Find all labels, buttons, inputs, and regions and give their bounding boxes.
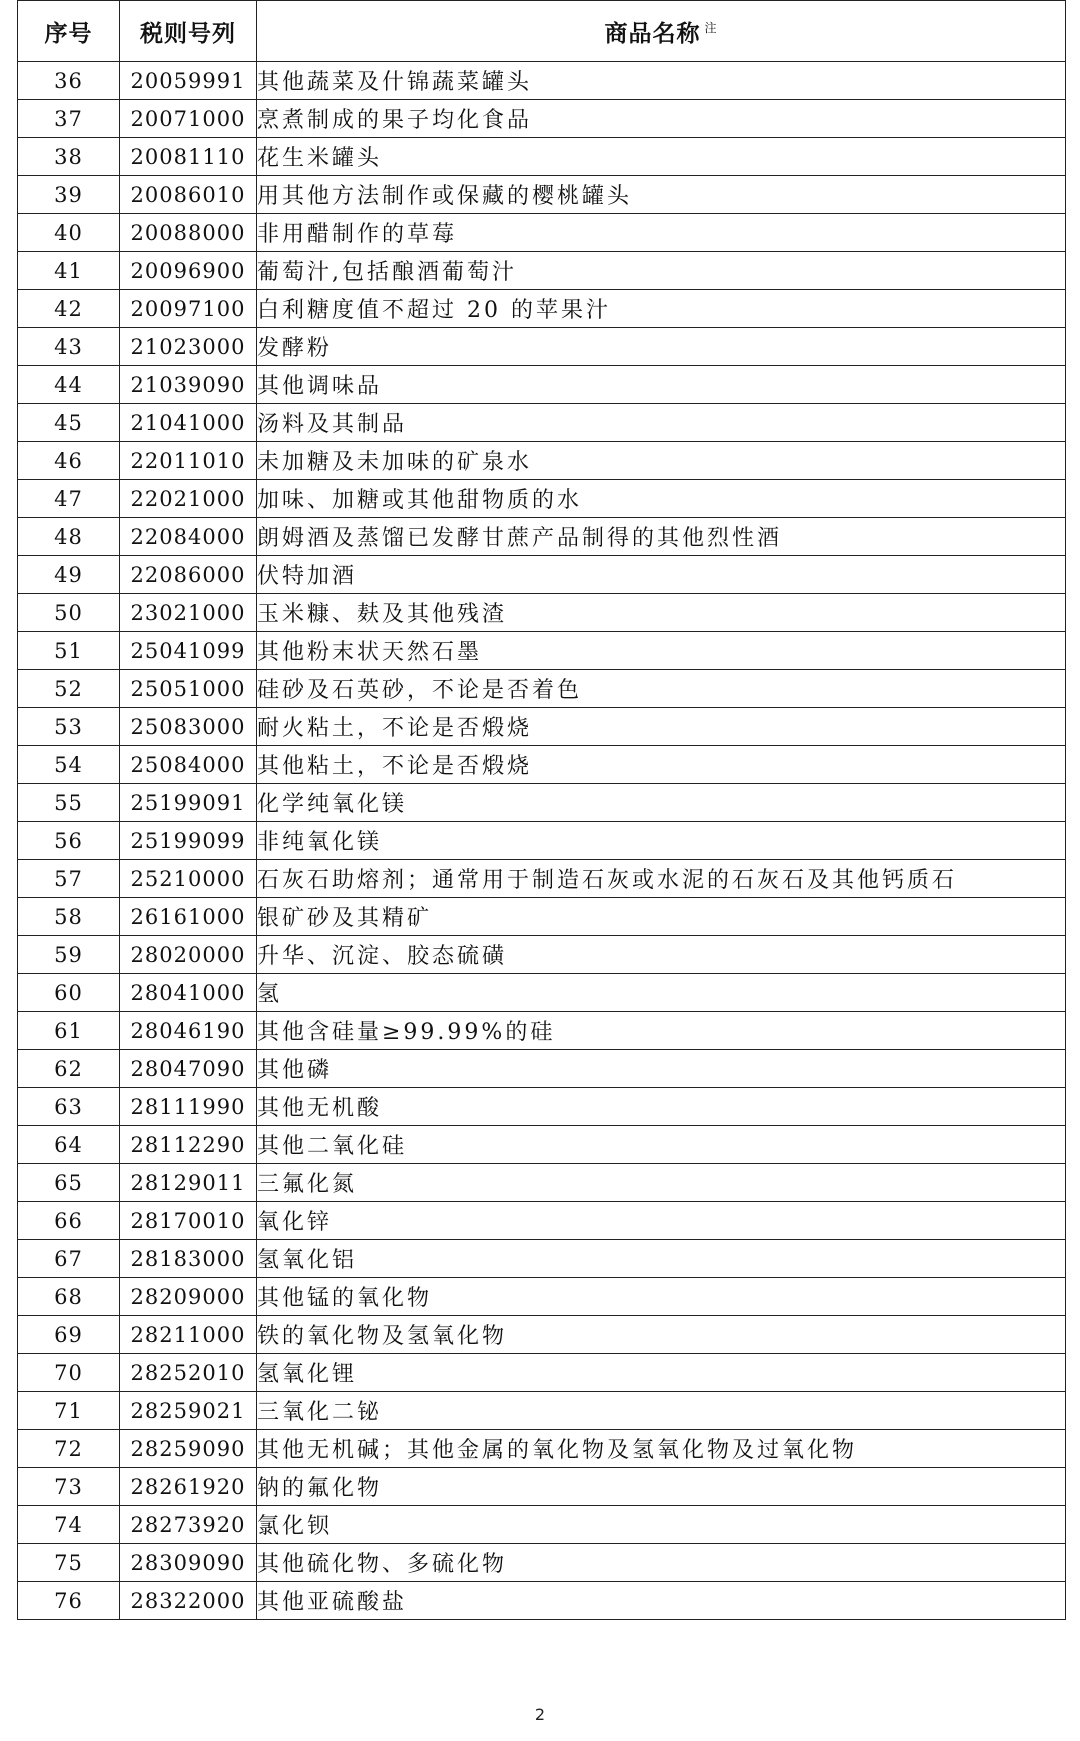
serial-number-cell: 71	[18, 1392, 120, 1430]
serial-number-cell: 48	[18, 518, 120, 556]
table-row	[18, 936, 1066, 974]
serial-number-cell: 62	[18, 1050, 120, 1088]
tariff-code-cell: 28170010	[120, 1202, 257, 1240]
product-name-cell: 发酵粉	[257, 328, 1066, 366]
product-name-cell: 其他粘土，不论是否煅烧	[257, 746, 1066, 784]
product-name-cell: 汤料及其制品	[257, 404, 1066, 442]
product-name-cell: 化学纯氧化镁	[257, 784, 1066, 822]
product-name-cell: 其他蔬菜及什锦蔬菜罐头	[257, 62, 1066, 100]
product-name-cell: 其他调味品	[257, 366, 1066, 404]
tariff-code-cell: 28041000	[120, 974, 257, 1012]
table-row	[18, 1582, 1066, 1620]
table-row	[18, 746, 1066, 784]
tariff-code-cell: 28112290	[120, 1126, 257, 1164]
table-row	[18, 1392, 1066, 1430]
table-row	[18, 1354, 1066, 1392]
table-row	[18, 62, 1066, 100]
serial-number-cell: 73	[18, 1468, 120, 1506]
tariff-code-cell: 28211000	[120, 1316, 257, 1354]
product-name-cell: 三氧化二铋	[257, 1392, 1066, 1430]
table-row	[18, 214, 1066, 252]
product-name-cell: 三氟化氮	[257, 1164, 1066, 1202]
table-row	[18, 784, 1066, 822]
product-name-cell: 葡萄汁,包括酿酒葡萄汁	[257, 252, 1066, 290]
serial-number-cell: 66	[18, 1202, 120, 1240]
product-name-cell: 玉米糠、麸及其他残渣	[257, 594, 1066, 632]
table-row	[18, 290, 1066, 328]
header-row	[18, 1, 1066, 62]
serial-number-cell: 40	[18, 214, 120, 252]
tariff-code-cell: 21023000	[120, 328, 257, 366]
tariff-code-cell: 20059991	[120, 62, 257, 100]
table-row	[18, 366, 1066, 404]
tariff-code-cell: 20081110	[120, 138, 257, 176]
serial-number-cell: 41	[18, 252, 120, 290]
tariff-code-cell: 28309090	[120, 1544, 257, 1582]
tariff-code-cell: 28046190	[120, 1012, 257, 1050]
header-note-mark: 注	[704, 20, 718, 35]
product-name-cell: 烹煮制成的果子均化食品	[257, 100, 1066, 138]
tariff-code-cell: 28111990	[120, 1088, 257, 1126]
tariff-code-cell: 26161000	[120, 898, 257, 936]
table-row	[18, 556, 1066, 594]
serial-number-cell: 58	[18, 898, 120, 936]
serial-number-cell: 36	[18, 62, 120, 100]
table-row	[18, 1164, 1066, 1202]
tariff-code-cell: 20097100	[120, 290, 257, 328]
serial-number-cell: 69	[18, 1316, 120, 1354]
serial-number-cell: 56	[18, 822, 120, 860]
serial-number-cell: 67	[18, 1240, 120, 1278]
serial-number-cell: 59	[18, 936, 120, 974]
serial-number-cell: 57	[18, 860, 120, 898]
table-row	[18, 670, 1066, 708]
serial-number-cell: 44	[18, 366, 120, 404]
table-row	[18, 594, 1066, 632]
table-row	[18, 100, 1066, 138]
product-name-cell: 非纯氧化镁	[257, 822, 1066, 860]
table-row	[18, 442, 1066, 480]
tariff-code-cell: 28183000	[120, 1240, 257, 1278]
tariff-code-cell: 22084000	[120, 518, 257, 556]
product-name-cell: 加味、加糖或其他甜物质的水	[257, 480, 1066, 518]
product-name-cell: 氧化锌	[257, 1202, 1066, 1240]
product-name-cell: 耐火粘土，不论是否煅烧	[257, 708, 1066, 746]
tariff-code-cell: 20086010	[120, 176, 257, 214]
table-header	[18, 1, 1066, 62]
tariff-code-cell: 28259021	[120, 1392, 257, 1430]
serial-number-cell: 50	[18, 594, 120, 632]
serial-number-cell: 45	[18, 404, 120, 442]
serial-number-cell: 74	[18, 1506, 120, 1544]
serial-number-cell: 64	[18, 1126, 120, 1164]
table-row	[18, 1544, 1066, 1582]
table-row	[18, 252, 1066, 290]
serial-number-cell: 42	[18, 290, 120, 328]
serial-number-cell: 63	[18, 1088, 120, 1126]
serial-number-cell: 55	[18, 784, 120, 822]
table-row	[18, 138, 1066, 176]
product-name-cell: 其他亚硫酸盐	[257, 1582, 1066, 1620]
serial-number-cell: 70	[18, 1354, 120, 1392]
serial-number-cell: 47	[18, 480, 120, 518]
product-name-cell: 石灰石助熔剂；通常用于制造石灰或水泥的石灰石及其他钙质石	[257, 860, 1066, 898]
product-name-cell: 其他无机碱；其他金属的氧化物及氢氧化物及过氧化物	[257, 1430, 1066, 1468]
product-name-cell: 用其他方法制作或保藏的樱桃罐头	[257, 176, 1066, 214]
product-name-cell: 其他粉末状天然石墨	[257, 632, 1066, 670]
serial-number-cell: 72	[18, 1430, 120, 1468]
serial-number-cell: 61	[18, 1012, 120, 1050]
table-row	[18, 974, 1066, 1012]
serial-number-cell: 37	[18, 100, 120, 138]
page-number: 2	[534, 1705, 546, 1724]
serial-number-cell: 76	[18, 1582, 120, 1620]
tariff-code-cell: 28322000	[120, 1582, 257, 1620]
table-row	[18, 632, 1066, 670]
product-name-cell: 其他硫化物、多硫化物	[257, 1544, 1066, 1582]
tariff-code-cell: 25199099	[120, 822, 257, 860]
table-row	[18, 1012, 1066, 1050]
product-name-cell: 未加糖及未加味的矿泉水	[257, 442, 1066, 480]
table-row	[18, 860, 1066, 898]
tariff-code-cell: 28252010	[120, 1354, 257, 1392]
tariff-code-cell: 21039090	[120, 366, 257, 404]
tariff-code-cell: 20071000	[120, 100, 257, 138]
serial-number-cell: 53	[18, 708, 120, 746]
tariff-code-cell: 25041099	[120, 632, 257, 670]
serial-number-cell: 68	[18, 1278, 120, 1316]
tariff-code-cell: 25051000	[120, 670, 257, 708]
product-name-cell: 氢氧化锂	[257, 1354, 1066, 1392]
product-name-cell: 硅砂及石英砂，不论是否着色	[257, 670, 1066, 708]
product-name-cell: 其他锰的氧化物	[257, 1278, 1066, 1316]
tariff-code-cell: 22086000	[120, 556, 257, 594]
product-name-cell: 其他含硅量≥99.99%的硅	[257, 1012, 1066, 1050]
serial-number-cell: 65	[18, 1164, 120, 1202]
serial-number-cell: 54	[18, 746, 120, 784]
product-name-cell: 其他二氧化硅	[257, 1126, 1066, 1164]
table-row	[18, 708, 1066, 746]
tariff-code-cell: 28273920	[120, 1506, 257, 1544]
product-name-cell: 钠的氟化物	[257, 1468, 1066, 1506]
table-body	[18, 62, 1066, 1620]
tariff-code-cell: 20088000	[120, 214, 257, 252]
table-row	[18, 1430, 1066, 1468]
header-product-name: 商品名称	[604, 20, 701, 47]
product-name-cell: 白利糖度值不超过 20 的苹果汁	[257, 290, 1066, 328]
product-name-cell: 银矿砂及其精矿	[257, 898, 1066, 936]
table-row	[18, 518, 1066, 556]
tariff-code-cell: 28047090	[120, 1050, 257, 1088]
tariff-table	[17, 0, 1066, 1620]
product-name-cell: 伏特加酒	[257, 556, 1066, 594]
tariff-code-cell: 28129011	[120, 1164, 257, 1202]
table-row	[18, 480, 1066, 518]
serial-number-cell: 49	[18, 556, 120, 594]
table-row	[18, 1278, 1066, 1316]
tariff-code-cell: 28020000	[120, 936, 257, 974]
product-name-cell: 非用醋制作的草莓	[257, 214, 1066, 252]
table-row	[18, 1126, 1066, 1164]
table-row	[18, 328, 1066, 366]
table-row	[18, 404, 1066, 442]
product-name-cell: 氢氧化铝	[257, 1240, 1066, 1278]
tariff-code-cell: 25084000	[120, 746, 257, 784]
serial-number-cell: 60	[18, 974, 120, 1012]
table-row	[18, 1240, 1066, 1278]
tariff-code-cell: 25210000	[120, 860, 257, 898]
tariff-code-cell: 23021000	[120, 594, 257, 632]
tariff-code-cell: 22021000	[120, 480, 257, 518]
table-row	[18, 1316, 1066, 1354]
product-name-cell: 氢	[257, 974, 1066, 1012]
product-name-cell: 升华、沉淀、胶态硫磺	[257, 936, 1066, 974]
tariff-code-cell: 28259090	[120, 1430, 257, 1468]
tariff-code-cell: 25083000	[120, 708, 257, 746]
product-name-cell: 花生米罐头	[257, 138, 1066, 176]
serial-number-cell: 43	[18, 328, 120, 366]
tariff-code-cell: 21041000	[120, 404, 257, 442]
table-row	[18, 1088, 1066, 1126]
tariff-code-cell: 28209000	[120, 1278, 257, 1316]
table-row	[18, 176, 1066, 214]
tariff-code-cell: 28261920	[120, 1468, 257, 1506]
header-serial-number: 序号	[18, 1, 120, 62]
tariff-code-cell: 20096900	[120, 252, 257, 290]
serial-number-cell: 51	[18, 632, 120, 670]
table-row	[18, 822, 1066, 860]
serial-number-cell: 52	[18, 670, 120, 708]
table-row	[18, 1506, 1066, 1544]
serial-number-cell: 39	[18, 176, 120, 214]
serial-number-cell: 46	[18, 442, 120, 480]
table-row	[18, 1468, 1066, 1506]
tariff-code-cell: 22011010	[120, 442, 257, 480]
table-row	[18, 1202, 1066, 1240]
product-name-cell: 朗姆酒及蒸馏已发酵甘蔗产品制得的其他烈性酒	[257, 518, 1066, 556]
serial-number-cell: 38	[18, 138, 120, 176]
header-tariff-code: 税则号列	[120, 1, 257, 62]
tariff-code-cell: 25199091	[120, 784, 257, 822]
product-name-cell: 其他无机酸	[257, 1088, 1066, 1126]
product-name-cell: 氯化钡	[257, 1506, 1066, 1544]
table-row	[18, 1050, 1066, 1088]
product-name-cell: 其他磷	[257, 1050, 1066, 1088]
table-row	[18, 898, 1066, 936]
serial-number-cell: 75	[18, 1544, 120, 1582]
header-product-name-cell	[257, 1, 1066, 62]
product-name-cell: 铁的氧化物及氢氧化物	[257, 1316, 1066, 1354]
